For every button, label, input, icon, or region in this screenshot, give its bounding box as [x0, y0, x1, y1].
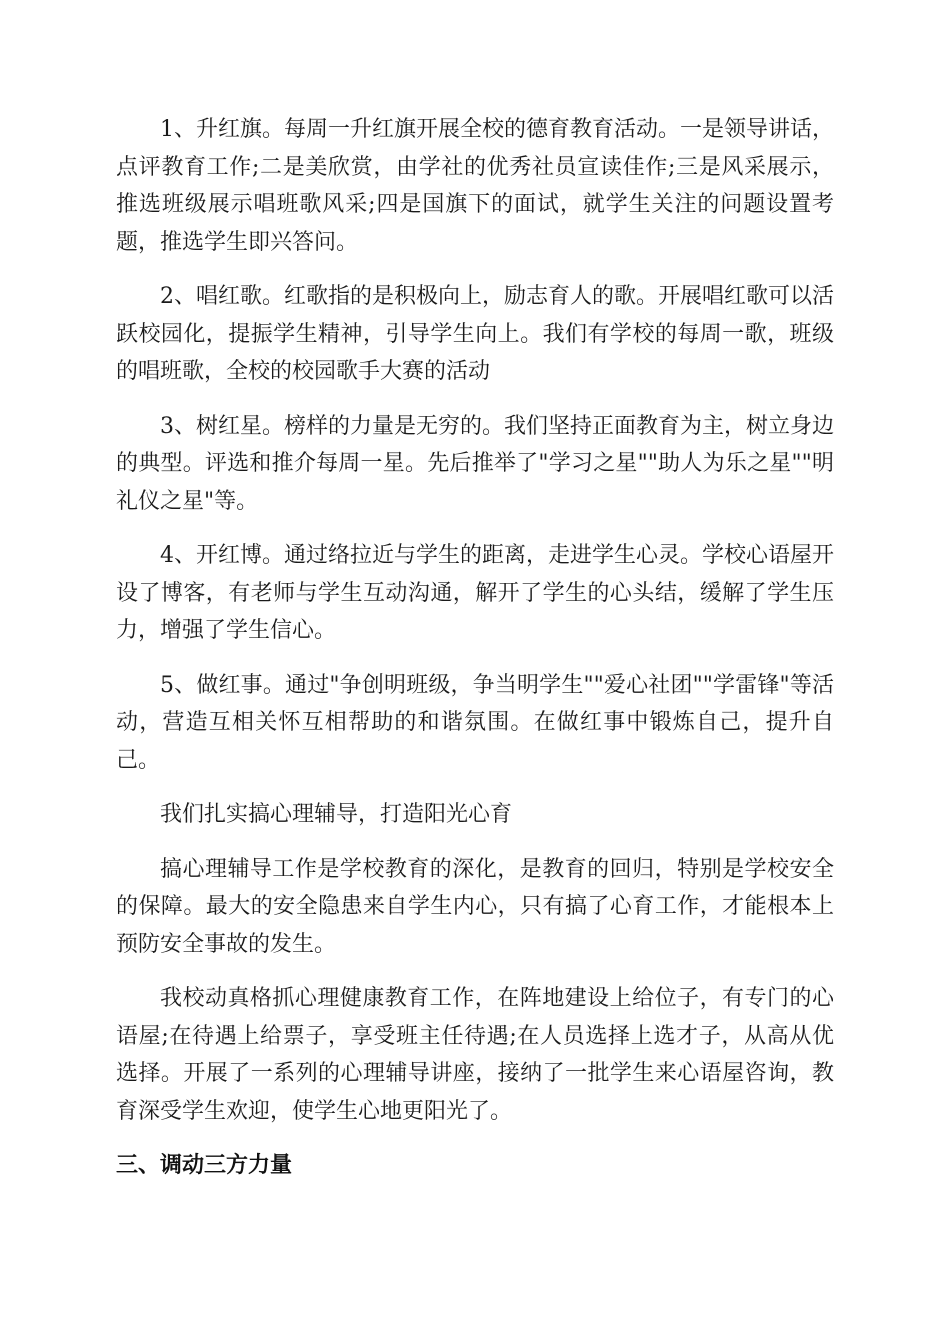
paragraph-red-deeds: 5、做红事。通过"争创明班级，争当明学生""爱心社团""学雷锋"等活动，营造互相关怀互相帮助的和谐氛围。在做红事中锻炼自己，提升自己。 [116, 672, 834, 773]
paragraph-raise-red-flag: 1、升红旗。每周一升红旗开展全校的德育教育活动。一是领导讲话，点评教育工作;二是美欣赏，由学社的优秀社员宣读佳作;三是风采展示，推选班级展示唱班歌风采;四是国旗下的面试，就学生关注的问题设置考题，推选学生即兴答问。 [116, 117, 834, 255]
section-heading: 三、调动三方力量 [116, 1153, 293, 1178]
document-body [116, 111, 834, 1185]
paragraph-red-star: 3、树红星。榜样的力量是无穷的。我们坚持正面教育为主，树立身边的典型。评选和推介每周一星。先后推举了"学习之星""助人为乐之星""明礼仪之星"等。 [116, 413, 834, 514]
paragraph-red-blog: 4、开红博。通过络拉近与学生的距离，走进学生心灵。学校心语屋开设了博客，有老师与学生互动沟通，解开了学生的心头结，缓解了学生压力，增强了学生信心。 [116, 543, 834, 643]
paragraph-counseling-measures: 我校动真格抓心理健康教育工作，在阵地建设上给位子，有专门的心语屋;在待遇上给票子，享受班主任待遇;在人员选择上选才子，从高从优选择。开展了一系列的心理辅导讲座，接纳了一批学生来心语屋咨询，教育深受学生欢迎，使学生心地更阳光了。 [116, 986, 834, 1124]
paragraph-counseling-significance: 搞心理辅导工作是学校教育的深化，是教育的回归，特别是学校安全的保障。最大的安全隐患来自学生内心，只有搞了心育工作，才能根本上预防安全事故的发生。 [116, 856, 834, 957]
paragraph-sing-red-songs: 2、唱红歌。红歌指的是积极向上，励志育人的歌。开展唱红歌可以活跃校园化，提振学生精神，引导学生向上。我们有学校的每周一歌，班级的唱班歌，全校的校园歌手大赛的活动 [116, 284, 834, 384]
paragraph-psychological-counseling-intro: 我们扎实搞心理辅导，打造阳光心育 [160, 802, 513, 827]
